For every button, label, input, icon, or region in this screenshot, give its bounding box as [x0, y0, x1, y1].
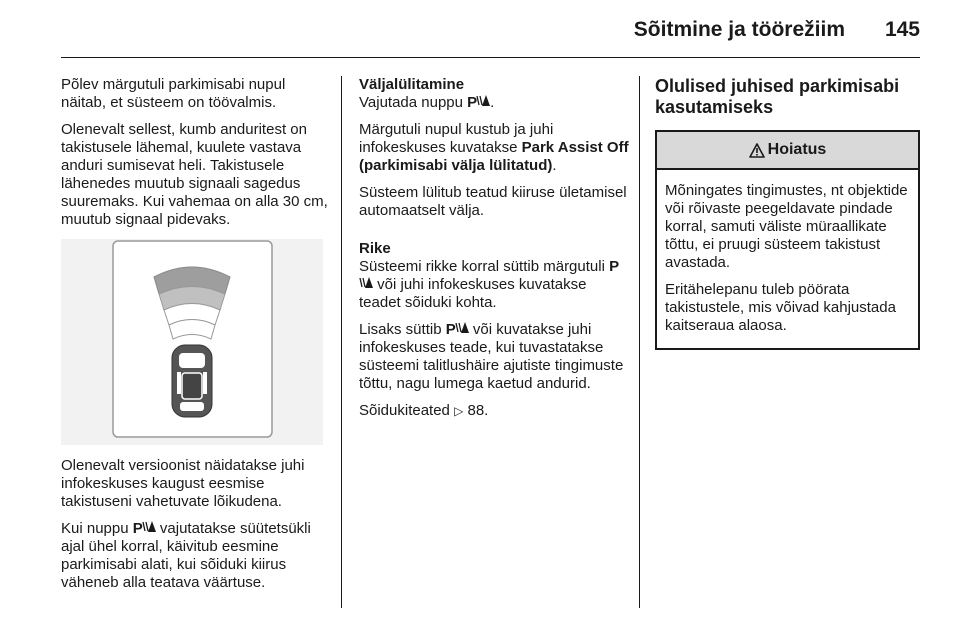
column-2 [359, 76, 629, 429]
paragraph: Vajutada nuppu P . [359, 94, 495, 111]
warning-title: Hoiatus [767, 141, 827, 158]
paragraph: Süsteemi rikke korral süttib märgutuli P või juhi infokeskuses kuvatakse teadet sõiduki kohta. [359, 258, 619, 311]
paragraph: Mõningates tingimustes, nt objektide või rõivaste peegeldavate pindade korral, samuti väliste müraallikate tõttu, ei pruugi süsteem takistust avastada. [665, 182, 908, 271]
header-divider [61, 57, 920, 58]
park-assist-icon: P [467, 94, 490, 111]
paragraph: Lisaks süttib P või kuvatakse juhi infokeskuses teade, kui tuvastatakse süsteemi talitlushäire ajutiste tingimuste tõttu, nagu lumega kaetud andurid. [359, 321, 624, 392]
reference-arrow-icon: ▷ [454, 404, 464, 418]
paragraph: Kui nuppu P vajutatakse süütetsükli ajal ühel korral, käivitub eesmine parkimisabi alati, kui sõiduki kiirus väheneb alla teatava väärtuse. [61, 520, 311, 591]
park-assist-icon: P [446, 321, 469, 338]
paragraph: Olenevalt versioonist näidatakse juhi infokeskuses kaugust eesmise takistuseni vahetuvate lõikudena. [61, 457, 305, 510]
car-icon [172, 345, 212, 417]
column-3 [655, 76, 920, 350]
paragraph: Märgutuli nupul kustub ja juhi infokeskuses kuvatakse Park Assist Off (parkimisabi välja lülitatud). [359, 121, 629, 174]
warning-header [657, 132, 918, 170]
parking-sensor-figure [61, 239, 323, 445]
warning-triangle-icon [749, 143, 765, 158]
paragraph: Olenevalt sellest, kumb anduritest on takistusele lähemal, kuulete vastava anduri sumisevat heli. Takistusele lähenedes muutub signaali sagedus suuremaks. Kui vahemaa on alla 30 cm, muutub signaal pidevaks. [61, 121, 328, 228]
parking-sensor-illustration [61, 239, 323, 445]
paragraph: Põlev märgutuli parkimisabi nupul näitab, et süsteem on töövalmis. [61, 76, 286, 111]
paragraph: Eritähelepanu tuleb pöörata takistustele, mis võivad kahjustada kaitseraua alaosa. [665, 281, 896, 334]
page-header-title: Sõitmine ja töörežiim [633, 18, 845, 41]
page-number: 145 [884, 18, 920, 41]
section-heading-fault: Rike [359, 240, 391, 257]
column-divider-2 [639, 76, 640, 608]
warning-box [655, 130, 920, 350]
section-title-important-notes: Olulised juhised parkimisabi kasutamiseks [655, 76, 900, 117]
paragraph: Sõidukiteated ▷ 88. [359, 402, 489, 419]
page-reference-link[interactable]: 88. [467, 402, 489, 419]
park-assist-icon: P [133, 520, 156, 537]
warning-body [657, 170, 918, 348]
section-heading-deactivation: Väljalülitamine [359, 76, 465, 93]
paragraph: Süsteem lülitub teatud kiiruse ületamisel automaatselt välja. [359, 184, 627, 219]
park-assist-icon: P [359, 258, 618, 293]
column-divider-1 [341, 76, 342, 608]
column-1 [61, 76, 328, 601]
